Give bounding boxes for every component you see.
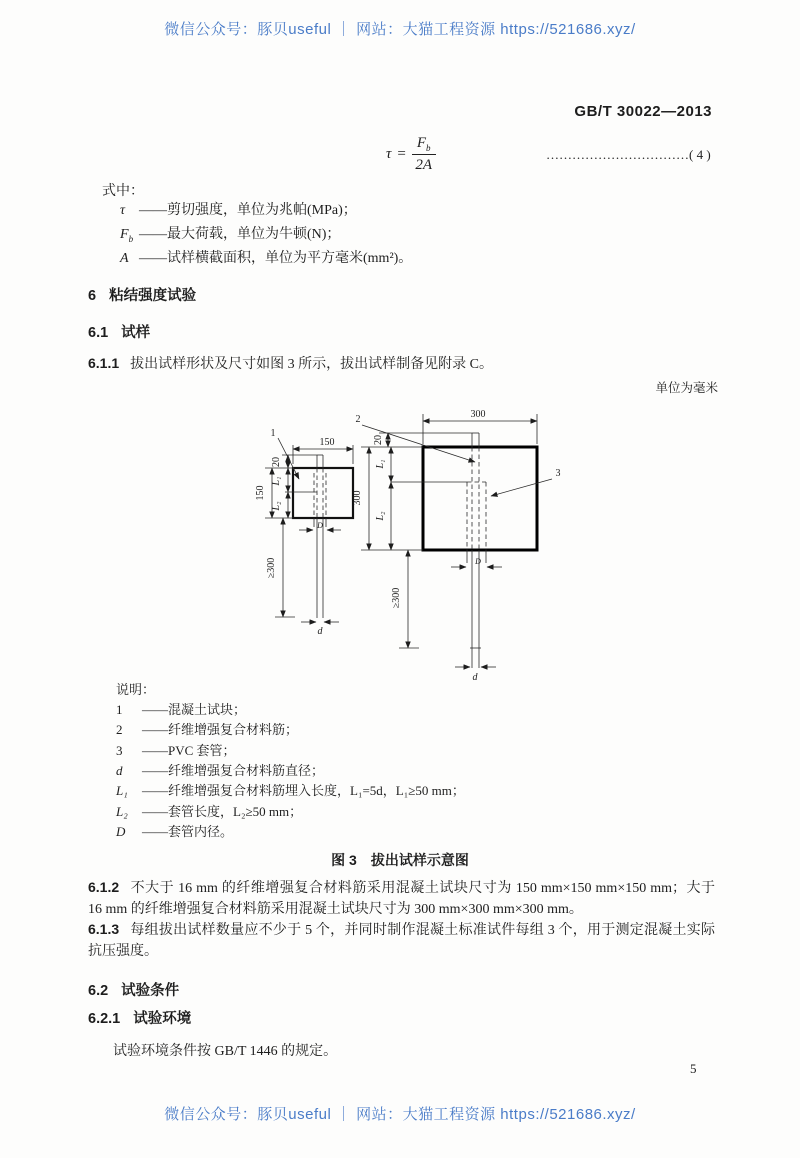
callout-3: 3 [555, 468, 561, 479]
watermark-header: 微信公众号：豚贝useful ｜ 网站：大猫工程资源 https://521686.xyz/ [164, 21, 636, 38]
legend-label: 说明： [116, 682, 156, 697]
left-free-len-label: ≥300 [266, 557, 277, 579]
where-row-fb: $F_b$ ——最大荷载，单位为牛顿(N)； [120, 227, 341, 244]
legend-item-l1: L₁ ——纤维增强复合材料筋埋入长度，L₁=5d，L₁≥50 mm； [116, 783, 465, 798]
formula-denominator: 2A [415, 157, 433, 174]
legend-item-3: 3 ——PVC 套管； [116, 743, 236, 758]
right-offset-label: 20 [373, 435, 384, 445]
section-6-2-1-heading: 6.2.1 试验环境 [88, 1011, 192, 1027]
left-width-label: 150 [319, 437, 335, 448]
formula-fraction [412, 135, 436, 174]
formula-tau: τ [386, 146, 392, 163]
right-width-label: 300 [470, 409, 486, 420]
page-number: 5 [690, 1061, 697, 1076]
callout-2: 2 [355, 414, 361, 425]
watermark-footer: 微信公众号：豚贝useful ｜ 网站：大猫工程资源 https://521686.xyz/ [164, 1106, 636, 1123]
left-bar-dia-label: d [317, 626, 323, 637]
right-sleeve-len-label: L₂ [375, 511, 386, 521]
callout-1: 1 [270, 428, 276, 439]
left-embed-label: L₁ [271, 476, 282, 486]
unit-note: 单位为毫米 [655, 381, 718, 395]
equation-leader [546, 147, 711, 163]
clause-6-2-1-text: 试验环境条件按 GB/T 1446 的规定。 [113, 1044, 338, 1059]
right-height-label: 300 [352, 490, 363, 506]
legend-item-D: D ——套管内径。 [116, 824, 234, 839]
left-sleeve-dia-label: D [317, 521, 323, 530]
where-row-tau: τ ——剪切强度，单位为兆帕(MPa)； [120, 203, 357, 218]
right-concrete-block [423, 447, 537, 550]
clause-6-1-1: 6.1.1 拔出试样形状及尺寸如图 3 所示，拔出试样制备见附录 C。 [88, 355, 493, 372]
right-bar-dia-label: d [472, 672, 478, 683]
right-free-len-label: ≥300 [391, 587, 402, 609]
legend-item-2: 2 ——纤维增强复合材料筋； [116, 722, 299, 737]
section-6-2-heading: 6.2 试验条件 [88, 983, 180, 999]
section-6-1-heading: 6.1 试样 [88, 325, 151, 341]
leader-dots: …………………………… [546, 147, 689, 162]
where-row-a: A ——试样横截面积，单位为平方毫米(mm²)。 [120, 251, 413, 266]
legend-item-1: 1 ——混凝土试块； [116, 702, 247, 717]
legend-item-l2: L₂ ——套管长度，L₂≥50 mm； [116, 804, 303, 819]
legend-item-d: d ——纤维增强复合材料筋直径； [116, 763, 325, 778]
formula-4 [386, 135, 436, 174]
clause-6-1-3: 6.1.3 每组拔出试样数量应不少于 5 个，并同时制作混凝土标准试件每组 3 个，用于测定混凝土实际抗压强度。 [88, 921, 715, 959]
clause-6-1-2: 6.1.2 不大于 16 mm 的纤维增强复合材料筋采用混凝土试块尺寸为 150 mm×150 mm×150 mm；大于 16 mm 的纤维增强复合材料筋采用混凝土试块尺寸为 300 mm×300 mm×300 mm。 [88, 879, 715, 917]
where-label: 式中： [102, 184, 144, 199]
formula-numerator: $F_b$ [412, 135, 436, 155]
pullout-specimen-diagram [235, 400, 585, 685]
right-sleeve-dia-label: D [475, 557, 481, 566]
left-height-label: 150 [255, 485, 266, 501]
left-offset-label: 20 [271, 457, 282, 467]
section-6-heading: 6 粘结强度试验 [88, 288, 197, 304]
right-embed-label: L₁ [375, 459, 386, 469]
equation-number: ( 4 ) [689, 147, 711, 162]
formula-equals: = [397, 146, 406, 163]
right-specimen [361, 414, 552, 668]
left-sleeve-len-label: L₂ [271, 501, 282, 511]
standard-number: GB/T 30022—2013 [574, 103, 712, 120]
figure-3-caption: 图 3 拔出试样示意图 [331, 852, 469, 868]
